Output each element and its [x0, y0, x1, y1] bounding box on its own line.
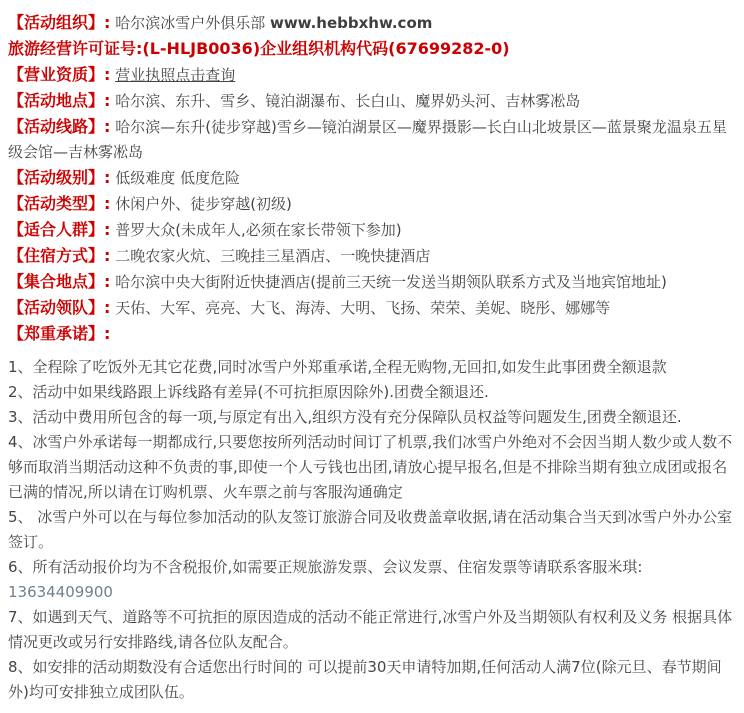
row-label-activity-route: 【活动线路】:	[8, 117, 111, 136]
row-value-activity-route: 哈尔滨—东升(徒步穿越)雪乡—镜泊湖景区—魔界摄影—长白山北坡景区—蓝景聚龙温泉五星级会馆—吉林雾凇岛	[8, 118, 727, 161]
info-row-suitable-crowd	[8, 217, 738, 243]
row-label-qualification: 【营业资质】:	[8, 65, 111, 84]
club-info-section	[8, 10, 738, 347]
row-label-activity-location: 【活动地点】:	[8, 91, 111, 110]
promise-item-8: 8、如安排的活动期数没有合适您出行时间的 可以提前30天申请特加期,任何活动人满7位(除元旦、春节期间外)均可安排独立成团队伍。	[8, 658, 722, 701]
row-value-suitable-crowd: 普罗大众(未成年人,必须在家长带领下参加)	[115, 221, 402, 239]
info-row-activity-leaders	[8, 295, 738, 321]
row-value-meeting-point: 哈尔滨中央大街附近快捷酒店(提前三天统一发送当期领队联系方式及当地宾馆地址)	[115, 273, 667, 291]
promise-item-4: 4、冰雪户外承诺每一期都成行,只要您按所列活动时间订了机票,我们冰雪户外绝对不会因当期人数少或人数不够而取消当期活动这种不负责的事,即使一个人亏钱也出团,请放心提早报名,但是不排除当期有独立成团或报名已满的情况,所以请在订购机票、火车票之前与客服沟通确定	[8, 433, 733, 501]
info-row-activity-route	[8, 114, 738, 165]
row-label-activity-level: 【活动级别】:	[8, 168, 111, 187]
customer-service-phone: 13634409900	[8, 583, 113, 601]
organizer-website: www.hebbxhw.com	[269, 14, 433, 32]
row-value-activity-location: 哈尔滨、东升、雪乡、镜泊湖瀑布、长白山、魔界奶头河、吉林雾凇岛	[115, 92, 581, 110]
row-value-activity-type: 休闲户外、徒步穿越(初级)	[115, 195, 292, 213]
business-license-link[interactable]: 营业执照点击查询	[115, 66, 236, 84]
info-row-accommodation	[8, 243, 738, 269]
info-row-organizer	[8, 10, 738, 36]
row-label-organizer: 【活动组织】:	[8, 13, 111, 32]
info-row-solemn-promise	[8, 321, 738, 347]
promises-section	[8, 355, 738, 705]
promise-item-3: 3、活动中费用所包含的每一项,与原定有出入,组织方没有充分保障队员权益等问题发生,团费全额退还.	[8, 408, 682, 426]
promise-item-7: 7、如遇到天气、道路等不可抗拒的原因造成的活动不能正常进行,冰雪户外及当期领队有权利及义务 根据具体情况更改或另行安排路线,请各位队友配合。	[8, 608, 733, 651]
promise-item-1: 1、全程除了吃饭外无其它花费,同时冰雪户外郑重承诺,全程无购物,无回扣,如发生此事团费全额退款	[8, 358, 667, 376]
row-value-activity-level: 低级难度 低度危险	[115, 169, 240, 187]
license-line: 旅游经营许可证号:(L-HLJB0036)企业组织机构代码(67699282-0)	[8, 39, 510, 58]
promise-item-5: 5、 冰雪户外可以在与每位参加活动的队友签订旅游合同及收费盖章收据,请在活动集合当天到冰雪户外办公室签订。	[8, 508, 733, 551]
promise-item-6	[8, 555, 738, 605]
row-label-accommodation: 【住宿方式】:	[8, 246, 111, 265]
row-value-accommodation: 二晚农家火炕、三晚挂三星酒店、一晚快捷酒店	[115, 247, 431, 265]
row-label-meeting-point: 【集合地点】:	[8, 272, 111, 291]
info-row-activity-type	[8, 191, 738, 217]
row-label-activity-leaders: 【活动领队】:	[8, 298, 111, 317]
info-row-activity-level	[8, 165, 738, 191]
organizer-name: 哈尔滨冰雪户外俱乐部	[115, 14, 270, 32]
info-row-qualification	[8, 62, 738, 88]
promise-item-2: 2、活动中如果线路跟上诉线路有差异(不可抗拒原因除外).团费全额退还.	[8, 383, 489, 401]
row-label-activity-type: 【活动类型】:	[8, 194, 111, 213]
info-row-activity-location	[8, 88, 738, 114]
info-row-meeting-point	[8, 269, 738, 295]
promise-item-6-text: 6、所有活动报价均为不含税报价,如需要正规旅游发票、会议发票、住宿发票等请联系客服米琪:	[8, 558, 643, 576]
row-label-solemn-promise: 【郑重承诺】:	[8, 324, 111, 343]
row-value-activity-leaders: 天佑、大军、亮亮、大飞、海涛、大明、飞扬、荣荣、美妮、晓彤、娜娜等	[115, 299, 611, 317]
row-label-suitable-crowd: 【适合人群】:	[8, 220, 111, 239]
